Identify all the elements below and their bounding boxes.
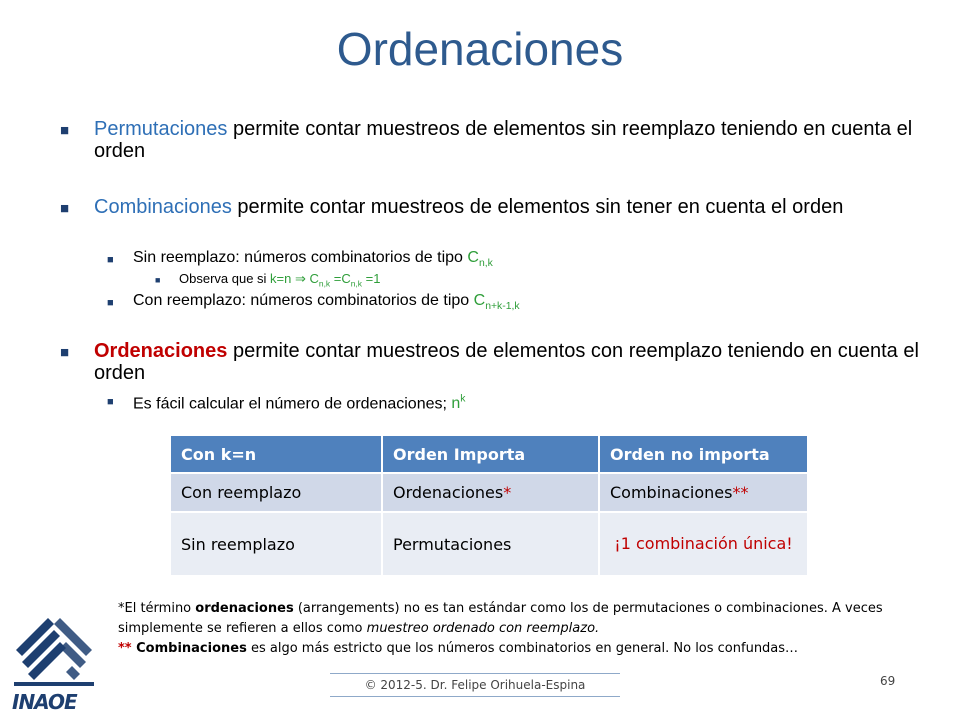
bullet-permutaciones (60, 118, 920, 162)
footnote-mark: ** (732, 483, 749, 502)
cell-text: Combinaciones (610, 483, 733, 502)
note-text: *El término (118, 601, 196, 616)
sub-sub-bullet-observa (155, 271, 915, 292)
sub-bullet-text: Sin reemplazo: números combinatorios de tipo (133, 249, 468, 266)
formula-symbol: C (473, 292, 486, 309)
formula-part: =1 (362, 271, 381, 286)
square-bullet-icon: ■ (60, 200, 70, 217)
formula-part: k=n ⇒ C (270, 271, 319, 286)
sub-bullet-sin-reemplazo (107, 249, 907, 273)
formula-superscript: k (460, 394, 466, 405)
formula-cnk1k (473, 292, 520, 313)
footnote-mark: * (503, 483, 512, 502)
formula-symbol: n (451, 395, 461, 413)
comparison-table (171, 436, 809, 575)
formula-subscript: n,k (350, 278, 362, 289)
formula-cnk (467, 249, 493, 270)
square-bullet-icon: ■ (107, 396, 114, 408)
logo-text: INAOE (12, 690, 77, 714)
formula-symbol: C (467, 249, 479, 266)
table-cell: Permutaciones (382, 512, 599, 575)
formula-subscript: n,k (478, 258, 493, 270)
table-header-cell: Orden no importa (599, 436, 808, 473)
table-cell (382, 473, 599, 512)
note-text: (arrangements) no es tan estándar como los de permutaciones o combinaciones. A veces simplemente se refieren a ellos como (118, 601, 883, 636)
page-number: 69 (880, 674, 896, 688)
table-cell: Con reemplazo (171, 473, 382, 512)
slide-title: Ordenaciones (336, 23, 624, 75)
sub-bullet-con-reemplazo (107, 292, 907, 316)
table-header-row (171, 436, 808, 473)
formula-part: =C (330, 271, 351, 286)
term-combinaciones: Combinaciones (94, 196, 232, 218)
square-bullet-icon: ■ (60, 344, 70, 361)
footnote-2 (118, 639, 908, 659)
footnotes (118, 599, 908, 659)
square-bullet-icon: ■ (60, 122, 70, 139)
cell-text: Ordenaciones (393, 483, 504, 502)
sub-bullet-es-facil (107, 391, 907, 413)
note-term: Combinaciones (136, 641, 247, 656)
footer-copyright: © 2012-5. Dr. Felipe Orihuela-Espina (330, 673, 620, 697)
footnote-1 (118, 599, 908, 639)
term-permutaciones: Permutaciones (94, 118, 228, 140)
formula-subscript: n,k (318, 278, 331, 289)
sub-bullet-text: Es fácil calcular el número de ordenaciones; (133, 395, 452, 413)
bullet-ordenaciones (60, 340, 920, 384)
note-text: es algo más estricto que los números combinatorios en general. No los confundas… (246, 641, 799, 656)
sub-sub-bullet-text: Observa que si (179, 271, 271, 286)
note-italic: muestreo ordenado con reemplazo. (366, 621, 600, 636)
bullet-text: permite contar muestreos de elementos sin reemplazo teniendo en cuenta el orden (94, 118, 913, 162)
table-cell: Sin reemplazo (171, 512, 382, 575)
square-bullet-icon: ■ (107, 254, 114, 266)
note-term: ordenaciones (195, 601, 294, 616)
sub-bullet-text: Con reemplazo: números combinatorios de tipo (133, 292, 474, 309)
formula-nk (451, 395, 465, 412)
table-header-cell: Orden Importa (382, 436, 599, 473)
table-cell: ¡1 combinación única! (599, 512, 808, 575)
bullet-text: permite contar muestreos de elementos con reemplazo teniendo en cuenta el orden (94, 340, 919, 384)
table-cell (599, 473, 808, 512)
bullet-combinaciones (60, 196, 920, 218)
formula-identity (270, 271, 381, 289)
table-row (171, 473, 808, 512)
square-bullet-icon: ■ (155, 275, 161, 285)
table-header-cell: Con k=n (171, 436, 382, 473)
term-ordenaciones: Ordenaciones (94, 340, 228, 362)
formula-subscript: n+k-1,k (485, 301, 520, 313)
table-row (171, 512, 808, 575)
bullet-text: permite contar muestreos de elementos sin tener en cuenta el orden (231, 196, 844, 218)
square-bullet-icon: ■ (107, 297, 114, 309)
note-mark: ** (118, 641, 137, 656)
